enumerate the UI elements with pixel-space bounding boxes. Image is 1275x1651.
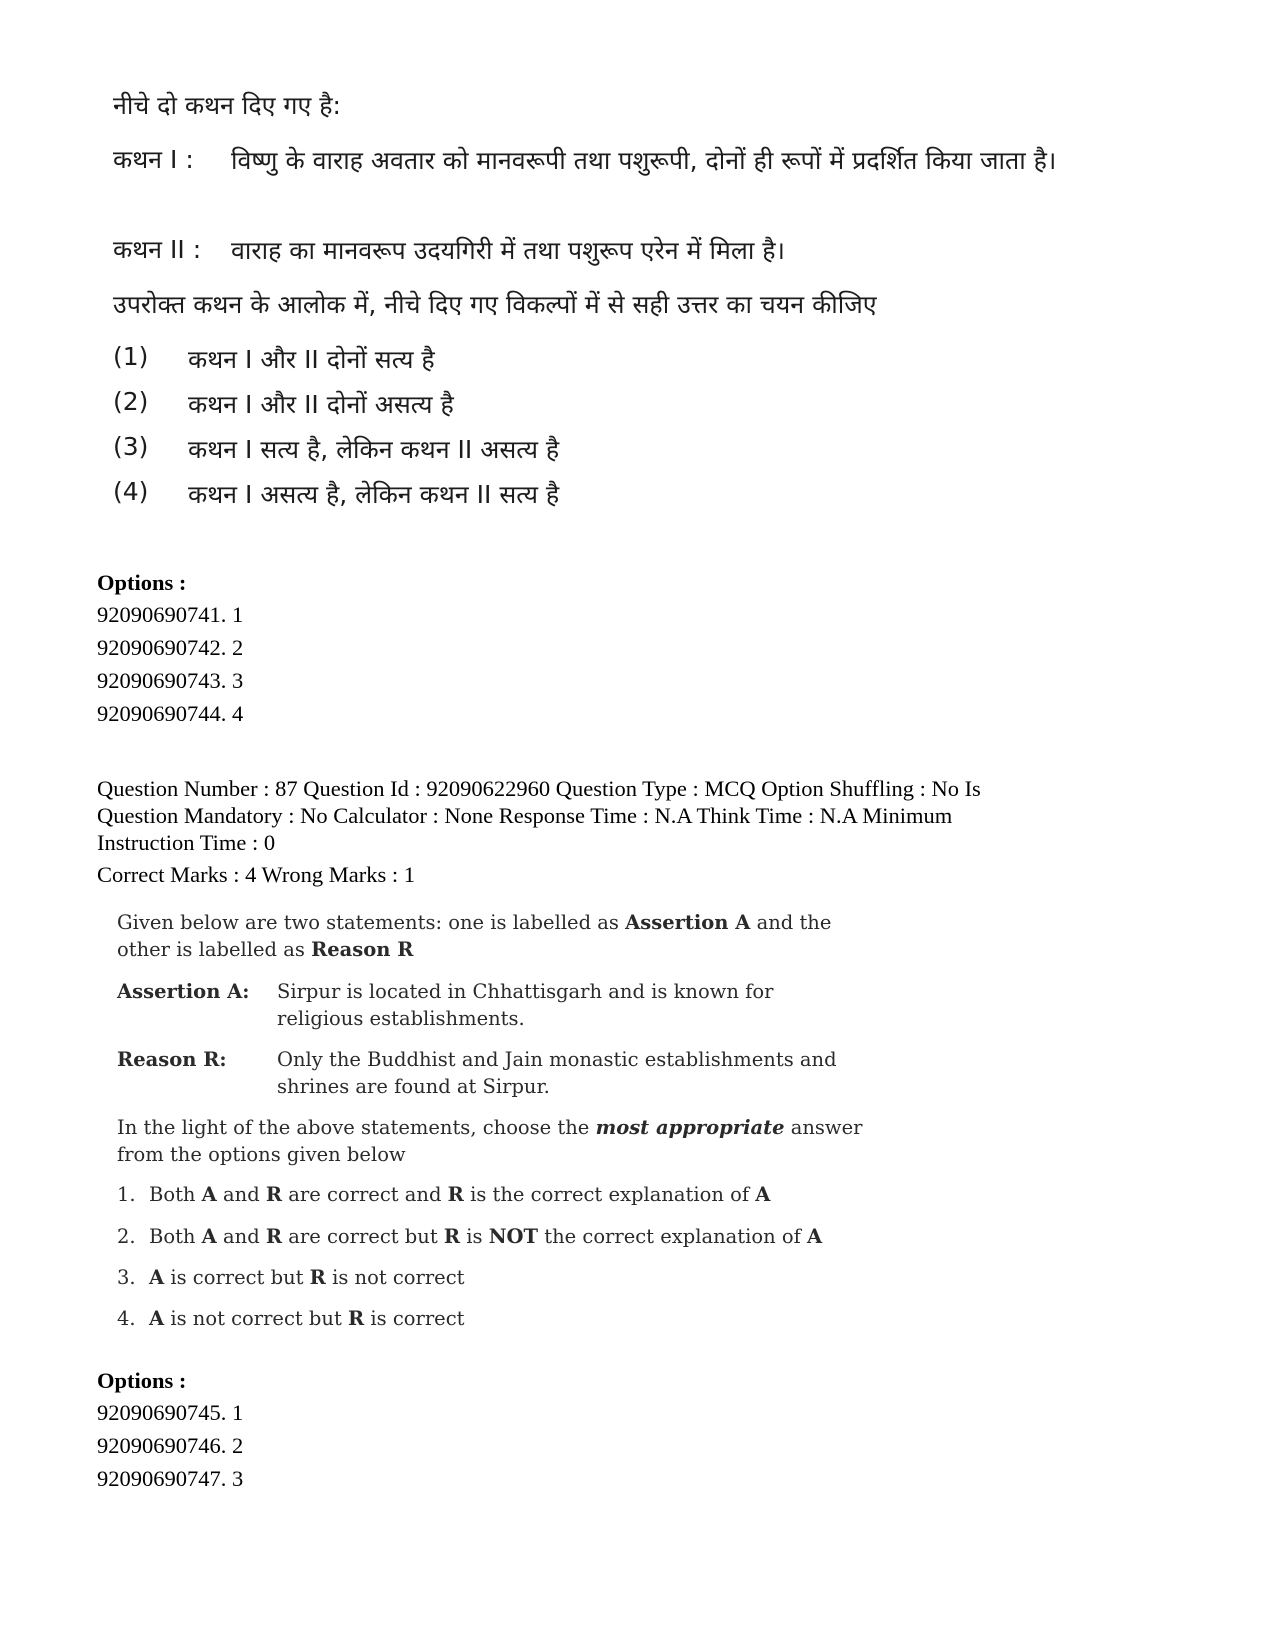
hindi-statement-2-label: कथन II : — [113, 235, 202, 264]
hindi-choice-text: कथन I असत्य है, लेकिन कथन II सत्य है — [188, 480, 560, 509]
reason-text: Only the Buddhist and Jain monastic establishments and shrines are found at Sirpur. — [277, 1048, 837, 1098]
instruction-text: from the options given below — [117, 1143, 406, 1166]
choice-number: 4. — [117, 1307, 136, 1330]
option-item: 92090690744. 4 — [97, 701, 244, 726]
instruction-text: In the light of the above statements, choose the — [117, 1116, 596, 1139]
options-heading: Options : — [97, 1368, 187, 1393]
assertion-label: Assertion A: — [117, 980, 250, 1003]
choice-text: Both A and R are correct but R is NOT the correct explanation of A — [149, 1225, 823, 1248]
choice-text: Both A and R are correct and R is the correct explanation of A — [149, 1183, 771, 1206]
hindi-statement-2-text: वाराह का मानवरूप उदयगिरी में तथा पशुरूप एरेन में मिला है। — [231, 236, 785, 265]
assertion-text: Sirpur is located in Chhattisgarh and is known for religious establishments. — [277, 980, 774, 1030]
hindi-statement-1-label: कथन I : — [113, 145, 194, 174]
question-marks: Correct Marks : 4 Wrong Marks : 1 — [97, 862, 415, 887]
hindi-choice-text: कथन I और II दोनों असत्य है — [188, 390, 454, 419]
question-meta-line: Question Mandatory : No Calculator : None Response Time : N.A Think Time : N.A Minimum — [97, 803, 953, 828]
hindi-choice-text: कथन I सत्य है, लेकिन कथन II असत्य है — [188, 435, 560, 464]
intro-text: Given below are two statements: one is labelled as — [117, 911, 626, 934]
question-meta-line: Question Number : 87 Question Id : 92090622960 Question Type : MCQ Option Shuffling : No Is — [97, 776, 981, 801]
hindi-intro: नीचे दो कथन दिए गए है: — [113, 91, 341, 120]
hindi-choice-text: कथन I और II दोनों सत्य है — [188, 345, 435, 374]
english-instruction — [117, 1114, 877, 1168]
intro-text: other is labelled as — [117, 938, 312, 961]
instruction-text: answer — [784, 1116, 863, 1139]
hindi-choice-number: (4) — [113, 477, 149, 506]
intro-bold: Reason R — [311, 938, 414, 961]
hindi-choice-number: (3) — [113, 432, 149, 461]
hindi-choice-number: (1) — [113, 342, 149, 371]
instruction-emphasis: most appropriate — [595, 1116, 785, 1139]
hindi-statement-1-text: विष्णु के वाराह अवतार को मानवरूपी तथा पशुरूपी, दोनों ही रूपों में प्रदर्शित किया जाता है। — [231, 146, 1057, 175]
hindi-choice-number: (2) — [113, 387, 149, 416]
option-item: 92090690747. 3 — [97, 1466, 244, 1491]
option-item: 92090690741. 1 — [97, 602, 244, 627]
question-meta-line: Instruction Time : 0 — [97, 830, 276, 855]
choice-number: 1. — [117, 1183, 136, 1206]
option-item: 92090690742. 2 — [97, 635, 244, 660]
option-item: 92090690743. 3 — [97, 668, 244, 693]
option-item: 92090690745. 1 — [97, 1400, 244, 1425]
intro-bold: Assertion A — [625, 911, 751, 934]
english-intro — [117, 909, 877, 963]
choice-number: 3. — [117, 1266, 136, 1289]
options-heading: Options : — [97, 570, 187, 595]
hindi-instruction: उपरोक्त कथन के आलोक में, नीचे दिए गए विकल्पों में से सही उत्तर का चयन कीजिए — [113, 290, 877, 319]
option-item: 92090690746. 2 — [97, 1433, 244, 1458]
reason-label: Reason R: — [117, 1048, 227, 1071]
choice-text: A is correct but R is not correct — [149, 1266, 465, 1289]
choice-number: 2. — [117, 1225, 136, 1248]
choice-text: A is not correct but R is correct — [149, 1307, 465, 1330]
intro-text: and the — [750, 911, 832, 934]
